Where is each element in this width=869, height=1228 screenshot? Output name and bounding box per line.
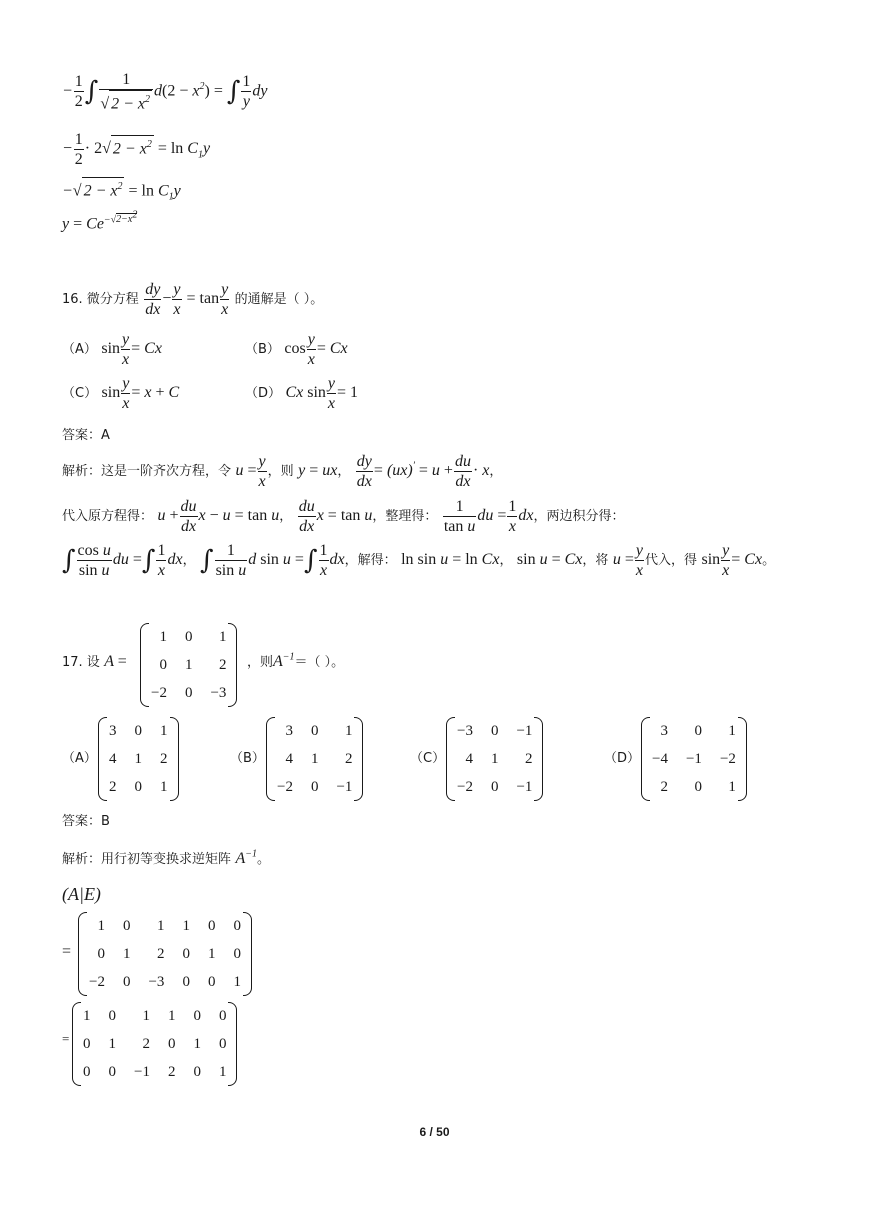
option-c-cell: −1 — [516, 722, 533, 739]
step-2-cell: 0 — [167, 1035, 176, 1052]
step-2-cell: 0 — [193, 1063, 201, 1080]
q17-augmented-label: (A|E) — [62, 884, 101, 904]
option-b-cell: 0 — [310, 778, 319, 795]
option-d-row — [643, 745, 745, 773]
q17-option-a-matrix — [100, 717, 177, 801]
step-1-cell: 1 — [207, 945, 216, 962]
option-d-cell: 2 — [660, 778, 668, 795]
step-1-cell: 1 — [97, 917, 105, 934]
q17-option-d-label: （D） — [604, 751, 641, 766]
option-d-cell: 1 — [728, 778, 736, 795]
option-b-cell: −2 — [277, 778, 293, 795]
option-c-row — [448, 717, 541, 745]
step-1-cell: 1 — [156, 917, 165, 934]
q17-equals-2: = — [62, 1031, 70, 1046]
option-b-row — [268, 773, 361, 801]
step-2-cell: 1 — [108, 1035, 116, 1052]
q16-answer: 答案：A — [62, 428, 110, 443]
step-1-cell: 0 — [97, 945, 105, 962]
step-1-row — [80, 912, 250, 940]
option-c-cell: −1 — [516, 778, 533, 795]
step-2-cell: 1 — [83, 1007, 91, 1024]
q16-analysis-line-1: 解析：这是一阶齐次方程，令 u = $\frac{y}{x}$ ，则 y = ux， $\frac{dy}{dx}$ = (ux)′ = u + $\frac{du}{dx}$ · x， — [62, 453, 503, 490]
matrix-a-cell: 1 — [184, 656, 193, 673]
option-d-cell: 3 — [660, 722, 668, 739]
step-2-cell: 1 — [142, 1007, 150, 1024]
option-d-row — [643, 717, 745, 745]
prev-solution-line-3: −√ $2 - x^2 = \ln C_1y$ — [62, 177, 181, 203]
option-b-cell: 0 — [310, 722, 319, 739]
option-c-cell: 0 — [490, 722, 499, 739]
option-a-cell: 1 — [134, 750, 142, 767]
step-1-row — [80, 968, 250, 996]
step-2-cell: 0 — [193, 1007, 201, 1024]
step-2-cell: 0 — [83, 1063, 91, 1080]
option-b-row — [268, 745, 361, 773]
option-c-cell: 2 — [524, 750, 533, 767]
option-b-cell: 3 — [285, 722, 293, 739]
matrix-a-row — [142, 651, 235, 679]
option-a-cell: 1 — [160, 778, 168, 795]
option-c-row — [448, 745, 541, 773]
step-2-cell: 1 — [218, 1063, 227, 1080]
matrix-a-row — [142, 623, 235, 651]
step-1-cell: 0 — [233, 917, 241, 934]
option-b-cell: 1 — [344, 722, 353, 739]
step-2-cell: 2 — [167, 1063, 176, 1080]
option-a-cell: 3 — [109, 722, 117, 739]
option-d-cell: −2 — [719, 750, 736, 767]
step-1-cell: 0 — [122, 973, 131, 990]
option-b-cell: 1 — [310, 750, 319, 767]
step-1-row — [80, 940, 250, 968]
option-a-row — [100, 745, 177, 773]
matrix-a-cell: 0 — [184, 628, 193, 645]
step-1-cell: 0 — [182, 973, 190, 990]
q17-step-1-matrix — [80, 912, 250, 996]
step-2-cell: 1 — [167, 1007, 176, 1024]
q17-equals-1: = — [62, 943, 72, 960]
q16-option-c: （C） sin $\frac{y}{x}$ = x + C — [62, 375, 180, 412]
step-1-cell: 0 — [233, 945, 241, 962]
step-2-row — [74, 1002, 235, 1030]
step-2-cell: −1 — [134, 1063, 150, 1080]
step-1-cell: 1 — [233, 973, 241, 990]
option-c-cell: 1 — [490, 750, 499, 767]
step-1-cell: 0 — [207, 973, 216, 990]
option-c-cell: −2 — [457, 778, 473, 795]
option-d-row — [643, 773, 745, 801]
prev-solution-line-2: − $\frac{1}{2}$ · 2√ $2 - x^2 = \ln C_1y$ — [62, 131, 211, 168]
matrix-a-cell: 0 — [184, 684, 193, 701]
option-d-cell: −4 — [652, 750, 668, 767]
q16-question: 16. 微分方程 $\frac{dy}{dx}$ − $\frac{y}{x}$ = tan $\frac{y}{x}$ 的通解是（ ）。 — [62, 281, 324, 318]
q16-prefix: 16. 微分方程 — [62, 292, 139, 308]
step-2-cell: 1 — [193, 1035, 201, 1052]
q17-step-2-matrix — [74, 1002, 235, 1086]
q17-option-b-label: （B） — [230, 751, 265, 766]
q16-suffix: 的通解是（ ）。 — [234, 292, 324, 308]
option-a-cell: 0 — [134, 722, 142, 739]
q16-analysis-line-2: 代入原方程得： u + $\frac{du}{dx}$ x − u = tan u， $\frac{du}{dx}$ x = tan u，整理得： $\frac{1}{\text{tan u}}$ du = $\frac{1}{x}$ dx，两边积分得： — [62, 498, 625, 535]
q16-option-a: （A） sin $\frac{y}{x}$ = Cx — [62, 331, 162, 368]
option-c-cell: −3 — [457, 722, 473, 739]
q17-option-d-matrix — [643, 717, 745, 801]
step-1-cell: 1 — [122, 945, 131, 962]
option-a-cell: 1 — [160, 722, 168, 739]
step-1-cell: 1 — [182, 917, 190, 934]
option-c-row — [448, 773, 541, 801]
q16-option-d: （D） Cx sin $\frac{y}{x}$ = 1 — [245, 375, 359, 412]
step-1-cell: −2 — [89, 973, 105, 990]
option-b-cell: 2 — [344, 750, 353, 767]
step-2-row — [74, 1030, 235, 1058]
step-2-cell: 0 — [108, 1063, 116, 1080]
matrix-a-cell: −3 — [210, 684, 227, 701]
option-a-cell: 0 — [134, 778, 142, 795]
page-number: 6 / 50 — [419, 1125, 450, 1139]
option-a-cell: 2 — [160, 750, 168, 767]
step-2-cell: 2 — [142, 1035, 150, 1052]
step-2-row — [74, 1058, 235, 1086]
matrix-a-cell: 2 — [218, 656, 227, 673]
q17-analysis: 解析：用行初等变换求逆矩阵 $A^{-1}$。 — [62, 848, 271, 867]
option-d-cell: 0 — [694, 778, 702, 795]
option-c-cell: 4 — [465, 750, 473, 767]
matrix-a-cell: 0 — [159, 656, 167, 673]
matrix-a-cell: −2 — [151, 684, 167, 701]
step-2-cell: 0 — [218, 1035, 227, 1052]
q16-analysis-line-3: ∫ $\frac{\text{cos u}}{\text{sin u}}$ du =∫ $\frac{1}{x}$ dx， ∫ $\frac{1}{\text{sin u}}$ d sin u =∫ $\frac{1}{x}$ dx，解得： ln sin u = ln Cx， sin u = Cx，将 u = $\frac{y}{x}$ 代入，得 sin $\frac{y}{x}$ = Cx。 — [62, 542, 776, 579]
option-a-row — [100, 717, 177, 745]
q17-matrix-a — [142, 623, 235, 707]
option-d-cell: 1 — [728, 722, 736, 739]
step-2-cell: 0 — [218, 1007, 227, 1024]
option-b-cell: −1 — [336, 778, 353, 795]
matrix-a-cell: 1 — [159, 628, 167, 645]
q17-question: 17. 设 A = — [62, 653, 127, 670]
option-d-cell: 0 — [694, 722, 702, 739]
q17-option-c-label: （C） — [410, 751, 446, 766]
step-2-cell: 0 — [108, 1007, 116, 1024]
option-d-cell: −1 — [685, 750, 702, 767]
option-b-cell: 4 — [285, 750, 293, 767]
step-1-cell: 0 — [207, 917, 216, 934]
step-1-cell: 0 — [182, 945, 190, 962]
q16-option-b: （B） cos $\frac{y}{x}$ = Cx — [245, 331, 348, 368]
step-1-cell: −3 — [148, 973, 165, 990]
option-c-cell: 0 — [490, 778, 499, 795]
prev-solution-line-4: $y = Ce^{-√2-x^2}$ — [62, 210, 138, 233]
matrix-a-row — [142, 679, 235, 707]
option-b-row — [268, 717, 361, 745]
step-2-cell: 0 — [83, 1035, 91, 1052]
q17-option-c-matrix — [448, 717, 541, 801]
step-1-cell: 2 — [156, 945, 165, 962]
step-1-cell: 0 — [122, 917, 131, 934]
q17-question-tail: ，则$A^{-1}=$（ ）。 — [247, 651, 345, 670]
option-a-cell: 2 — [109, 778, 117, 795]
q17-answer: 答案：B — [62, 814, 110, 829]
q17-option-b-matrix — [268, 717, 361, 801]
matrix-a-cell: 1 — [218, 628, 227, 645]
option-a-row — [100, 773, 177, 801]
q17-option-a-label: （A） — [62, 751, 97, 766]
option-a-cell: 4 — [109, 750, 117, 767]
prev-solution-line-1: − $\frac{1}{2}$ ∫ $\frac{1}{√ 2 - x^2}$ $d(2 - x^2)$ = ∫ $\frac{1}{y}$ dy — [62, 71, 268, 113]
